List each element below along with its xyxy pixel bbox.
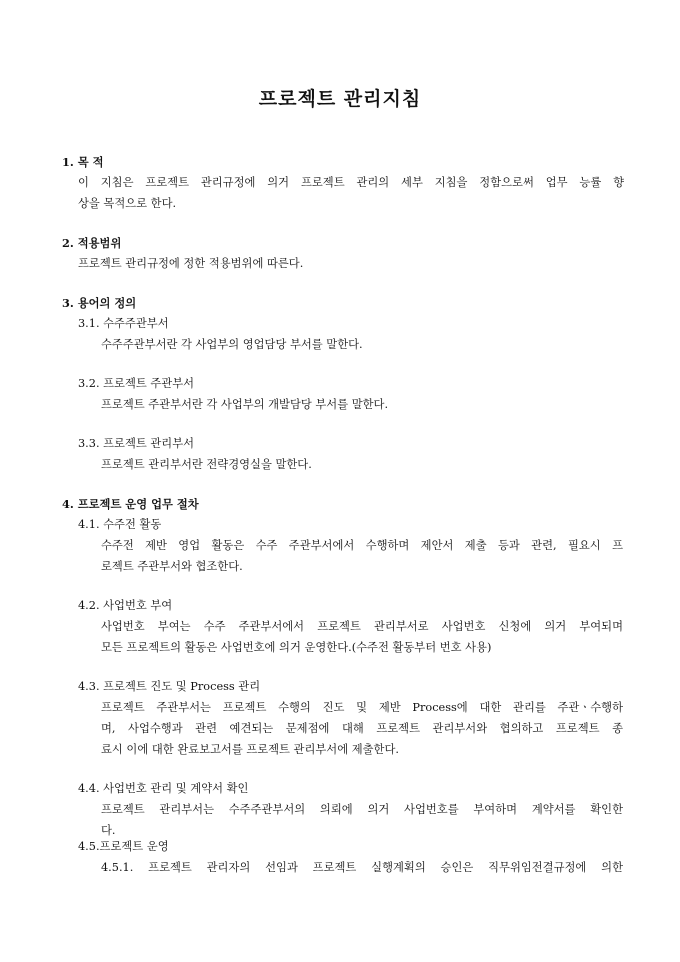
body-line: 프로젝트 주관부서란 각 사업부의 개발담당 부서를 말한다. [101,398,389,411]
section-heading: 3. 용어의 정의 [62,296,137,310]
section-heading: 2. 적용범위 [62,236,122,250]
subsection-label: 3.1. 수주주관부서 [78,317,169,330]
subsection-label: 4.5.프로젝트 운영 [78,840,169,853]
document-title: 프로젝트 관리지침 [258,88,422,110]
subsection-label: 4.1. 수주전 활동 [78,518,162,531]
body-line: 사업번호 부여는 수주 주관부서에서 프로젝트 관리부서로 사업번호 신청에 의거 부여되며 [101,620,623,633]
subsection-label: 4.4. 사업번호 관리 및 계약서 확인 [78,782,249,795]
body-line: 수주주관부서란 각 사업부의 영업담당 부서를 말한다. [101,338,363,351]
body-line: 이 지침은 프로젝트 관리규정에 의거 프로젝트 관리의 세부 지침을 정함으로써 업무 능률 향 [78,176,624,189]
body-line: 프로젝트 주관부서는 프로젝트 수행의 진도 및 제반 Process에 대한 관리를 주관ㆍ수행하 [101,701,623,714]
body-line: 4.5.1. 프로젝트 관리자의 선임과 프로젝트 실행계획의 승인은 직무위임전결규정에 의한 [101,861,623,874]
body-line: 모든 프로젝트의 활동은 사업번호에 의거 운영한다.(수주전 활동부터 번호 사용) [101,641,492,654]
body-line: 며, 사업수행과 관련 예견되는 문제점에 대해 프로젝트 관리부서와 협의하고 프로젝트 종 [101,722,623,735]
subsection-label: 4.2. 사업번호 부여 [78,599,173,612]
body-line: 다. [101,824,116,837]
subsection-label: 3.2. 프로젝트 주관부서 [78,377,195,390]
body-line: 프로젝트 관리부서는 수주주관부서의 의뢰에 의거 사업번호를 부여하며 계약서를 확인한 [101,803,623,816]
body-line: 상을 목적으로 한다. [78,197,177,210]
subsection-label: 4.3. 프로젝트 진도 및 Process 관리 [78,680,261,693]
body-line: 프로젝트 관리부서란 전략경영실을 말한다. [101,458,312,471]
body-line: 료시 이에 대한 완료보고서를 프로젝트 관리부서에 제출한다. [101,743,399,756]
section-heading: 1. 목 적 [62,155,104,169]
section-heading: 4. 프로젝트 운영 업무 절차 [62,497,199,511]
body-line: 프로젝트 관리규정에 정한 적용범위에 따른다. [78,257,304,270]
subsection-label: 3.3. 프로젝트 관리부서 [78,437,195,450]
body-line: 수주전 제반 영업 활동은 수주 주관부서에서 수행하며 제안서 제출 등과 관련, 필요시 프 [101,539,623,552]
body-line: 로젝트 주관부서와 협조한다. [101,560,243,573]
